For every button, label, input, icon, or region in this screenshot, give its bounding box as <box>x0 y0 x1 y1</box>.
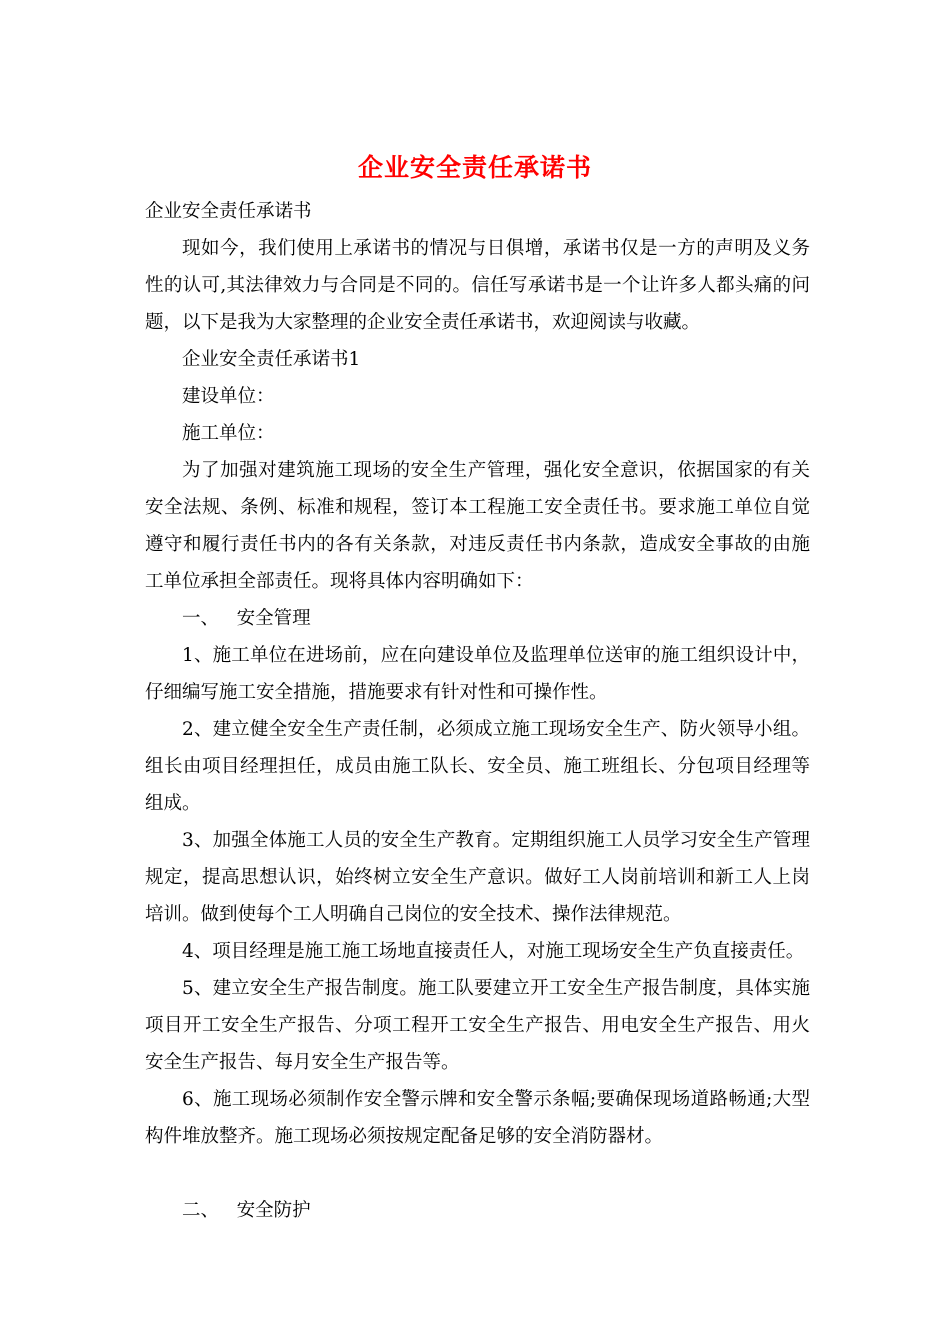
intro-paragraph: 现如今，我们使用上承诺书的情况与日俱增，承诺书仅是一方的声明及义务性的认可,其法律效力与合同是不同的。信任写承诺书是一个让许多人都头痛的问题，以下是我为大家整理的企业安全责任承诺书，欢迎阅读与收藏。 <box>145 238 810 333</box>
paragraph-gap <box>145 1155 810 1192</box>
builder-label: 建设单位： <box>182 386 275 407</box>
list-item: 6、施工现场必须制作安全警示牌和安全警示条幅;要确保现场道路畅通;大型构件堆放整齐。施工现场必须按规定配备足够的安全消防器材。 <box>145 1089 810 1147</box>
list-item: 3、加强全体施工人员的安全生产教育。定期组织施工人员学习安全生产管理规定，提高思想认识，始终树立安全生产意识。做好工人岗前培训和新工人上岗培训。做到使每个工人明确自己岗位的安全技术、操作法律规范。 <box>145 830 810 925</box>
list-item: 5、建立安全生产报告制度。施工队要建立开工安全生产报告制度，具体实施项目开工安全生产报告、分项工程开工安全生产报告、用电安全生产报告、用火安全生产报告、每月安全生产报告等。 <box>145 978 810 1073</box>
document-subtitle: 企业安全责任承诺书 <box>145 201 312 222</box>
preamble-paragraph: 为了加强对建筑施工现场的安全生产管理，强化安全意识，依据国家的有关安全法规、条例、标准和规程，签订本工程施工安全责任书。要求施工单位自觉遵守和履行责任书内的各有关条款，对违反责任书内条款，造成安全事故的由施工单位承担全部责任。现将具体内容明确如下： <box>145 460 810 592</box>
section-heading: 企业安全责任承诺书1 <box>182 349 361 370</box>
part1-heading: 一、 安全管理 <box>182 608 311 629</box>
list-item: 2、建立健全安全生产责任制，必须成立施工现场安全生产、防火领导小组。组长由项目经理担任，成员由施工队长、安全员、施工班组长、分包项目经理等组成。 <box>145 719 810 814</box>
document-body <box>145 193 810 1229</box>
part2-heading: 二、 安全防护 <box>182 1200 311 1221</box>
list-item: 1、施工单位在进场前，应在向建设单位及监理单位送审的施工组织设计中，仔细编写施工安全措施，措施要求有针对性和可操作性。 <box>145 645 810 703</box>
document-title: 企业安全责任承诺书 <box>357 153 592 182</box>
contractor-label: 施工单位： <box>182 423 275 444</box>
list-item: 4、项目经理是施工施工场地直接责任人，对施工现场安全生产负直接责任。 <box>182 941 805 962</box>
